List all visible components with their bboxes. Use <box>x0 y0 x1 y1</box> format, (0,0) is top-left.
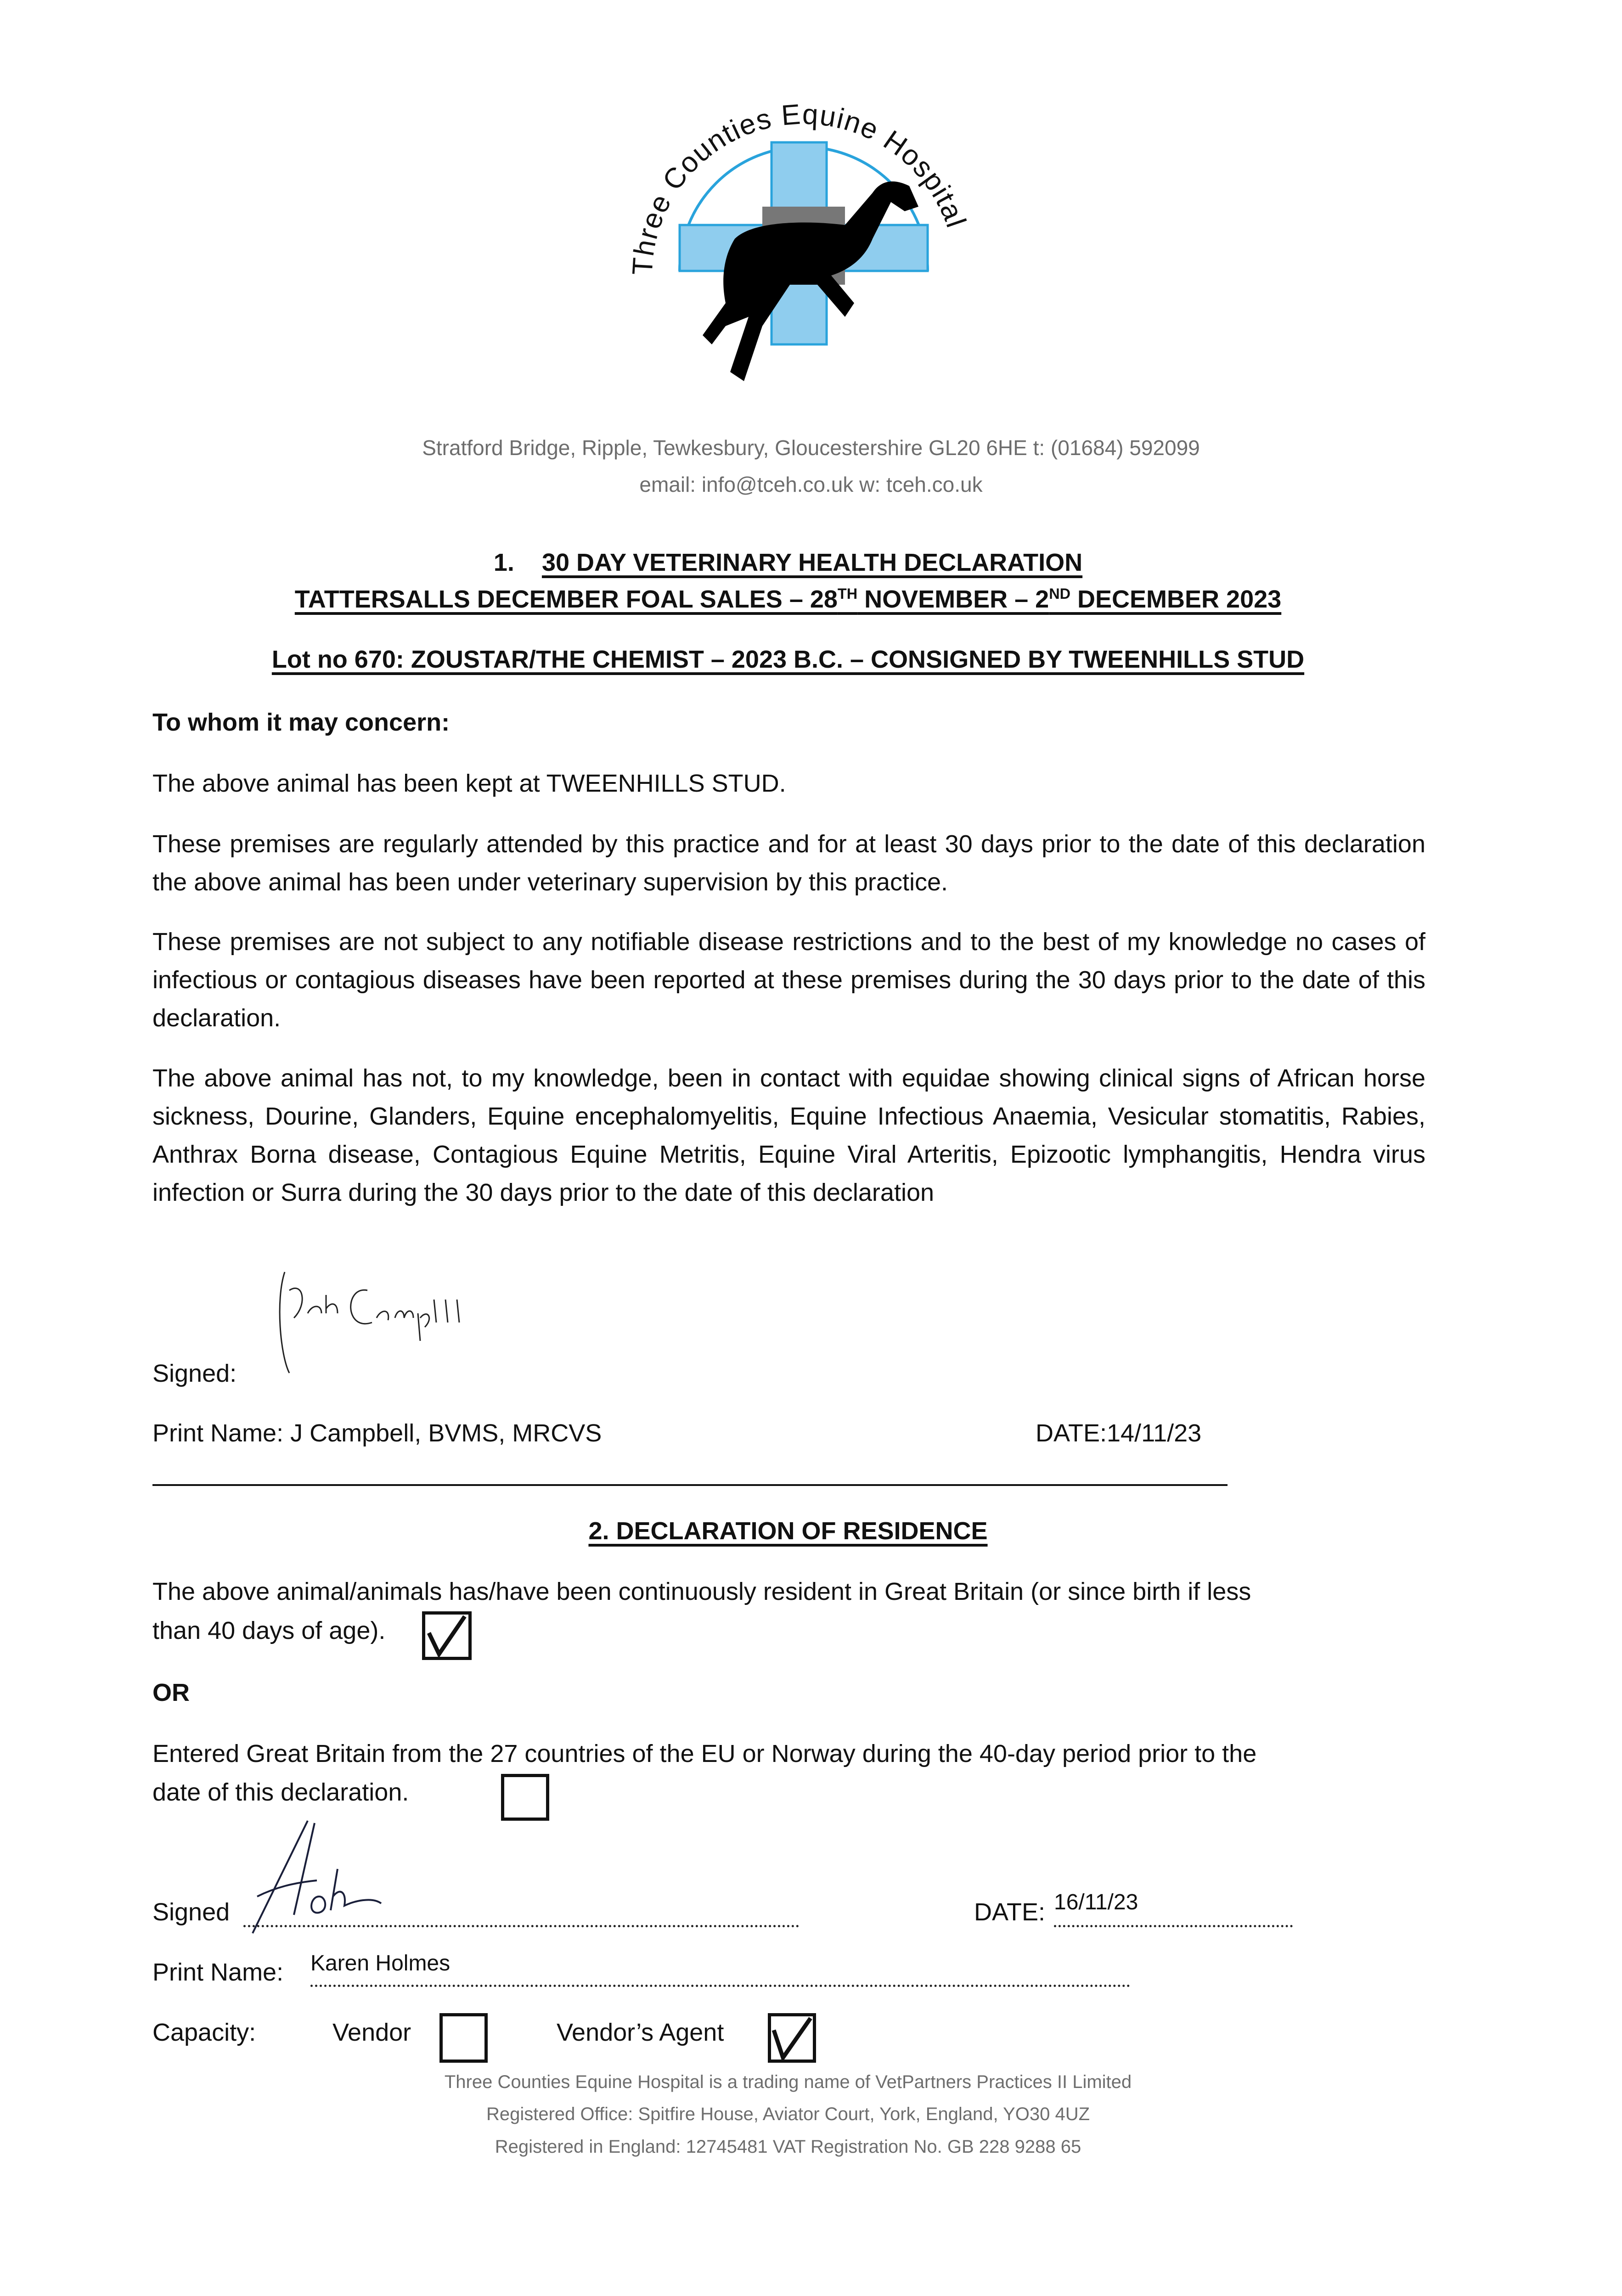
option2-text: date of this declaration. <box>152 1778 409 1806</box>
svg-text:Three Counties Equine Hospital: Three Counties Equine Hospital <box>626 98 972 276</box>
print-name-value[interactable]: Karen Holmes <box>310 1951 451 1975</box>
signed-label: Signed: <box>152 1360 237 1387</box>
vendor-label: Vendor <box>332 2019 411 2046</box>
paragraph: These premises are not subject to any notifiable disease restrictions and to the best of my knowledge no cases of infectious or contagious diseases have been reported at these premises during the 30 days prior to the date of this declaration. <box>152 928 1425 1032</box>
footer-line: Registered in England: 12745481 VAT Registration No. GB 228 9288 65 <box>495 2137 1081 2157</box>
option2-checkbox[interactable] <box>501 1774 549 1821</box>
vet-print-name: Print Name: J Campbell, BVMS, MRCVS <box>152 1419 602 1447</box>
paragraph: The above animal has not, to my knowledge, been in contact with equidae showing clinical signs of African horse sickness, Dourine, Glanders, Equine encephalomyelitis, Equine Infectious Anaemia, Vesicular stomatitis, Rabies, Anthrax Borna disease, Contagious Equine Metritis, Equine Viral Arteritis, Epizootic lymphangitis, Hendra virus infection or Surra during the 30 days prior to the date of this declaration <box>152 1064 1425 1206</box>
section-number: 1. <box>493 549 514 576</box>
agent-checkbox[interactable] <box>768 2013 816 2063</box>
option1-text: The above animal/animals has/have been continuously resident in Great Britain (or since birth if less <box>152 1578 1251 1605</box>
vet-date: DATE:14/11/23 <box>1036 1419 1202 1447</box>
vendor-signature <box>239 1818 432 1938</box>
agent-label: Vendor’s Agent <box>557 2019 724 2046</box>
checkmark-icon <box>771 2016 813 2060</box>
option1-checkbox[interactable] <box>422 1611 472 1660</box>
vet-signature <box>276 1263 478 1382</box>
print-name-line <box>310 1985 1130 1987</box>
address: Stratford Bridge, Ripple, Tewkesbury, Gloucestershire GL20 6HE t: (01684) 592099 <box>422 436 1200 460</box>
signed-label: Signed <box>152 1898 230 1926</box>
date-value[interactable]: 16/11/23 <box>1054 1890 1138 1914</box>
footer-line: Registered Office: Spitfire House, Aviator Court, York, England, YO30 4UZ <box>486 2104 1090 2124</box>
section2-title: 2. DECLARATION OF RESIDENCE <box>588 1517 988 1545</box>
option1-text: than 40 days of age). <box>152 1617 386 1644</box>
paragraph: The above animal has been kept at TWEENHILLS STUD. <box>152 770 786 797</box>
contact-info: email: info@tceh.co.uk w: tceh.co.uk <box>639 473 983 496</box>
section1-title: 30 DAY VETERINARY HEALTH DECLARATION <box>541 549 1083 576</box>
section1-heading <box>0 548 1576 577</box>
date-line <box>1054 1925 1293 1927</box>
footer-line: Three Counties Equine Hospital is a trading name of VetPartners Practices II Limited <box>444 2072 1132 2092</box>
salutation: To whom it may concern: <box>152 709 450 736</box>
paragraph: These premises are regularly attended by this practice and for at least 30 days prior to the date of this declaration the above animal has been under veterinary supervision by this practice. <box>152 830 1425 896</box>
date-label: DATE: <box>974 1898 1046 1926</box>
or-label: OR <box>152 1679 190 1706</box>
capacity-label: Capacity: <box>152 2019 256 2046</box>
print-name-label: Print Name: <box>152 1958 284 1986</box>
sale-title: TATTERSALLS DECEMBER FOAL SALES – 28TH NOVEMBER – 2ND DECEMBER 2023 <box>294 585 1282 613</box>
divider <box>152 1484 1228 1486</box>
checkmark-icon <box>425 1615 468 1657</box>
vendor-checkbox[interactable] <box>439 2013 488 2063</box>
option2-text: Entered Great Britain from the 27 countries of the EU or Norway during the 40-day period prior to the <box>152 1740 1257 1767</box>
hospital-logo <box>615 87 992 390</box>
lot-title: Lot no 670: ZOUSTAR/THE CHEMIST – 2023 B.C. – CONSIGNED BY TWEENHILLS STUD <box>271 646 1305 673</box>
